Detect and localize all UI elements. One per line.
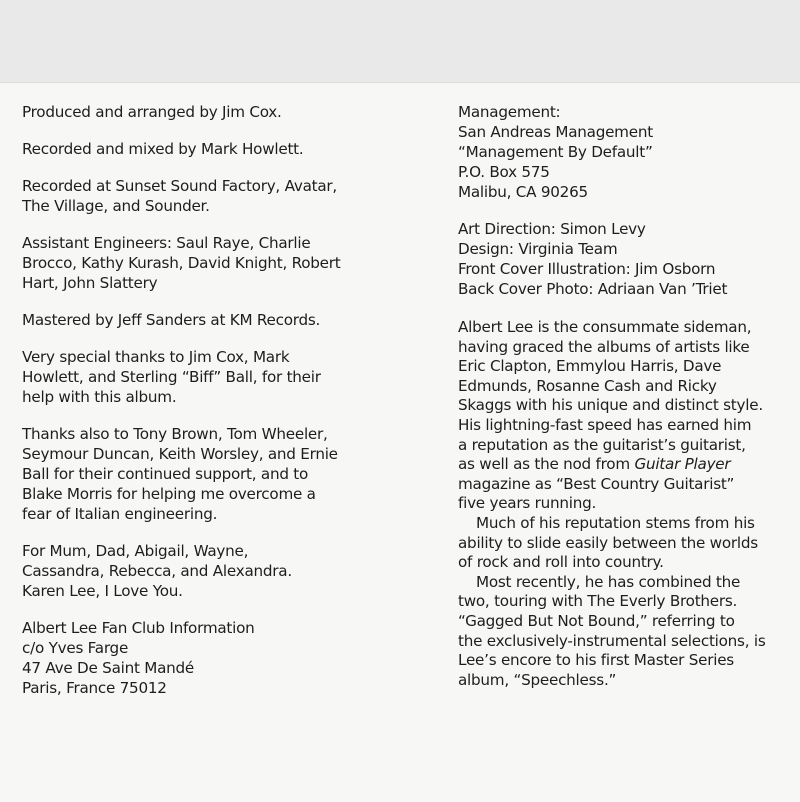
bio-line: Skaggs with his unique and distinct style.: [458, 396, 763, 415]
credit-paragraph: [22, 139, 422, 159]
bio-line: the exclusively-instrumental selections, is: [458, 631, 766, 650]
management-block: [458, 102, 788, 202]
credit-paragraph: [22, 618, 422, 698]
bio-line: Albert Lee is the consummate sideman,: [458, 318, 752, 336]
text-line: help with this album.: [22, 388, 177, 406]
credit-line: Front Cover Illustration: Jim Osborn: [458, 260, 716, 278]
bio-line: a reputation as the guitarist’s guitarist,: [458, 435, 746, 454]
text-line: Mastered by Jeff Sanders at KM Records.: [22, 311, 321, 329]
bio-line: His lightning-fast speed has earned him: [458, 415, 752, 434]
bio-line: Eric Clapton, Emmylou Harris, Dave: [458, 357, 722, 376]
production-credits-block: [458, 219, 788, 299]
text-line: The Village, and Sounder.: [22, 197, 210, 215]
bio-line: Edmunds, Rosanne Cash and Ricky: [458, 376, 717, 395]
text-line: Hart, John Slattery: [22, 274, 158, 292]
credit-paragraph: [22, 233, 422, 293]
credit-paragraph: [22, 310, 422, 330]
text-line: Karen Lee, I Love You.: [22, 582, 183, 600]
management-line: “Management By Default”: [458, 143, 653, 161]
text-line: Paris, France 75012: [22, 679, 167, 697]
bio-line: having graced the albums of artists like: [458, 337, 750, 356]
credit-paragraph: [22, 541, 422, 601]
management-line: Management:: [458, 103, 561, 121]
bio-text: as well as the nod from: [458, 455, 635, 474]
text-line: Produced and arranged by Jim Cox.: [22, 103, 282, 121]
magazine-title: Guitar Player: [634, 455, 731, 474]
management-line: Malibu, CA 90265: [458, 183, 588, 201]
bio-line: of rock and roll into country.: [458, 553, 664, 572]
text-line: Recorded at Sunset Sound Factory, Avatar,: [22, 177, 337, 195]
bio-line: Lee’s encore to his first Master Series: [458, 651, 734, 670]
bio-line: Much of his reputation stems from his: [476, 513, 755, 532]
credit-paragraph: [22, 347, 422, 407]
text-line: 47 Ave De Saint Mandé: [22, 659, 195, 677]
text-line: fear of Italian engineering.: [22, 505, 218, 523]
text-line: Very special thanks to Jim Cox, Mark: [22, 348, 290, 366]
credit-paragraph: [22, 176, 422, 216]
text-line: Blake Morris for helping me overcome a: [22, 485, 316, 503]
bio-line: two, touring with The Everly Brothers.: [458, 592, 738, 611]
bio-line: magazine as “Best Country Guitarist”: [458, 474, 735, 493]
text-line: Seymour Duncan, Keith Worsley, and Ernie: [22, 445, 338, 463]
bio-line: ability to slide easily between the worlds: [458, 533, 758, 552]
text-line: c/o Yves Farge: [22, 639, 129, 657]
text-line: Recorded and mixed by Mark Howlett.: [22, 140, 304, 158]
credit-paragraph: [22, 102, 422, 122]
management-line: P.O. Box 575: [458, 163, 550, 181]
text-line: Assistant Engineers: Saul Raye, Charlie: [22, 234, 311, 252]
text-line: Brocco, Kathy Kurash, David Knight, Robert: [22, 254, 341, 272]
artist-bio: [458, 318, 788, 690]
bio-line: Most recently, he has combined the: [476, 572, 741, 591]
bio-line: “Gagged But Not Bound,” referring to: [458, 611, 735, 630]
credit-line: Design: Virginia Team: [458, 240, 618, 258]
bio-line: [458, 455, 788, 475]
text-line: Thanks also to Tony Brown, Tom Wheeler,: [22, 425, 328, 443]
text-line: Albert Lee Fan Club Information: [22, 619, 255, 637]
text-line: Cassandra, Rebecca, and Alexandra.: [22, 562, 292, 580]
credit-paragraph: [22, 424, 422, 524]
text-line: Howlett, and Sterling “Biff” Ball, for their: [22, 368, 321, 386]
management-line: San Andreas Management: [458, 123, 653, 141]
bio-line: album, “Speechless.”: [458, 670, 617, 689]
credits-right-column: [458, 102, 788, 707]
credit-line: Back Cover Photo: Adriaan Van ’Triet: [458, 280, 728, 298]
bio-line: five years running.: [458, 494, 597, 513]
text-line: Ball for their continued support, and to: [22, 465, 309, 483]
credit-line: Art Direction: Simon Levy: [458, 220, 646, 238]
credits-left-column: [22, 102, 422, 715]
text-line: For Mum, Dad, Abigail, Wayne,: [22, 542, 249, 560]
